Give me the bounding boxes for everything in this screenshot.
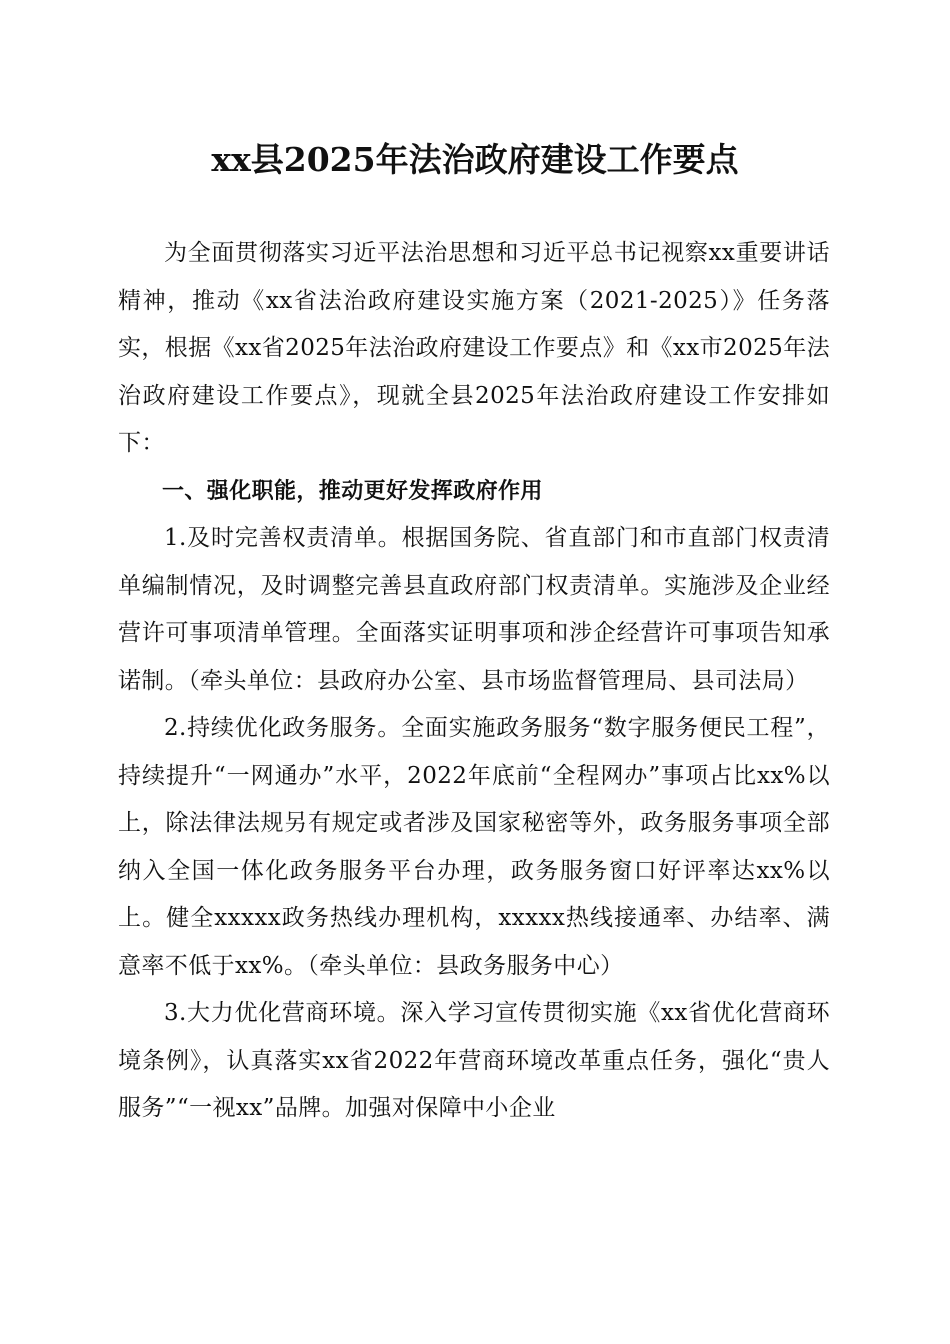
document-body [118, 230, 830, 1133]
item-paragraph-1: 1.及时完善权责清单。根据国务院、省直部门和市直部门权责清单编制情况，及时调整完善县直政府部门权责清单。实施涉及企业经营许可事项清单管理。全面落实证明事项和涉企经营许可事项告知承诺制。（牵头单位：县政府办公室、县市场监督管理局、县司法局） [118, 525, 830, 694]
item-paragraph-3: 3.大力优化营商环境。深入学习宣传贯彻实施《xx省优化营商环境条例》，认真落实xx省2022年营商环境改革重点任务，强化“贵人服务”“一视xx”品牌。加强对保障中小企业 [118, 1000, 830, 1121]
section-heading-1: 一、强化职能，推动更好发挥政府作用 [162, 478, 543, 504]
intro-paragraph: 为全面贯彻落实习近平法治思想和习近平总书记视察xx重要讲话精神，推动《xx省法治政府建设实施方案（2021-2025）》任务落实，根据《xx省2025年法治政府建设工作要点》和《xx市2025年法治政府建设工作要点》，现就全县2025年法治政府建设工作安排如下： [118, 240, 830, 456]
document-title: xx县2025年法治政府建设工作要点 [211, 140, 739, 179]
item-paragraph-2: 2.持续优化政务服务。全面实施政务服务“数字服务便民工程”，持续提升“一网通办”水平，2022年底前“全程网办”事项占比xx%以上，除法律法规另有规定或者涉及国家秘密等外，政务服务事项全部纳入全国一体化政务服务平台办理，政务服务窗口好评率达xx%以上。健全xxxxx政务热线办理机构，xxxxx热线接通率、办结率、满意率不低于xx%。（牵头单位：县政务服务中心） [118, 715, 830, 979]
